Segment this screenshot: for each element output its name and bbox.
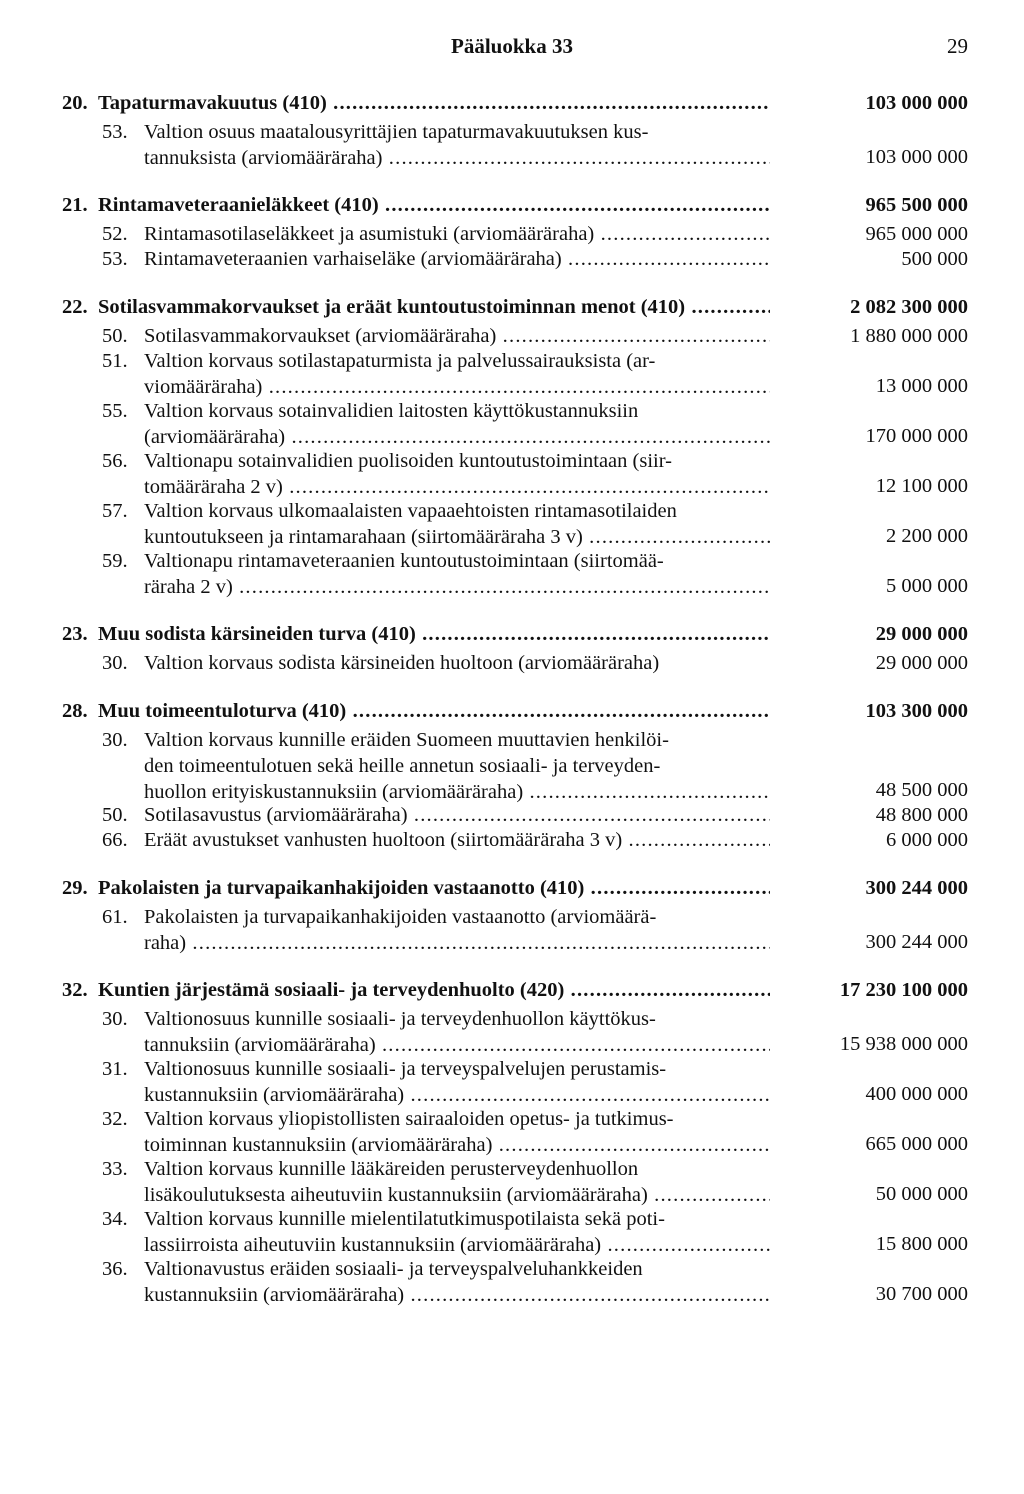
- section-heading: [0, 90, 1024, 115]
- text-line: [144, 802, 770, 828]
- item-description: [144, 727, 770, 805]
- text-line: [144, 904, 770, 930]
- line-item: [0, 448, 1024, 498]
- item-amount: 1 880 000 000: [850, 325, 968, 347]
- text-line-content: den toimeentulotuen sekä heille annetun sosiaali- ja terveyden-: [144, 755, 661, 777]
- text-line-content: räraha 2 v): [144, 576, 233, 598]
- budget-section: [0, 977, 1024, 1306]
- section-amount: 103 300 000: [865, 700, 968, 722]
- text-line: [144, 498, 770, 524]
- text-line: [144, 1182, 770, 1208]
- section-title: [98, 621, 770, 647]
- item-description: [144, 1006, 770, 1058]
- section-amount: 2 082 300 000: [850, 296, 968, 318]
- section-amount: 965 500 000: [865, 194, 968, 216]
- text-line-content: Sotilasavustus (arviomääräraha): [144, 804, 408, 826]
- item-amount: 965 000 000: [865, 223, 968, 245]
- item-amount: 500 000: [901, 248, 968, 270]
- text-line-content: Eräät avustukset vanhusten huoltoon (siirtomääräraha 3 v): [144, 829, 623, 851]
- item-amount: 50 000 000: [875, 1183, 968, 1205]
- budget-section: [0, 90, 1024, 169]
- text-line-content: (arviomääräraha): [144, 426, 286, 448]
- text-line-content: kuntoutukseen ja rintamarahaan (siirtomääräraha 3 v): [144, 526, 583, 548]
- item-number: 30.: [102, 729, 128, 751]
- section-heading: [0, 875, 1024, 900]
- item-number: 30.: [102, 652, 128, 674]
- item-description: [144, 650, 770, 676]
- item-number: 51.: [102, 350, 128, 372]
- text-line: [144, 524, 770, 550]
- item-amount: 300 244 000: [865, 931, 968, 953]
- budget-section: [0, 698, 1024, 852]
- text-line: [144, 1056, 770, 1082]
- item-number: 33.: [102, 1158, 128, 1180]
- text-line: [144, 1106, 770, 1132]
- section-heading: [0, 621, 1024, 646]
- item-number: 32.: [102, 1108, 128, 1130]
- text-line-content: Sotilasvammakorvaukset (arviomääräraha): [144, 325, 497, 347]
- section-title: [98, 875, 770, 901]
- text-line: [144, 1082, 770, 1108]
- text-line-content: lisäkoulutuksesta aiheutuviin kustannuksiin (arviomääräraha): [144, 1184, 648, 1206]
- text-line-content: Valtionosuus kunnille sosiaali- ja terveyspalvelujen perustamis-: [144, 1058, 667, 1080]
- section-heading: [0, 698, 1024, 723]
- text-line-content: Rintamasotilaseläkkeet ja asumistuki (arviomääräraha): [144, 223, 595, 245]
- text-line-content: Valtion korvaus ulkomaalaisten vapaaehtoisten rintamasotilaiden: [144, 500, 677, 522]
- item-description: [144, 246, 770, 272]
- line-item: [0, 1256, 1024, 1306]
- item-amount: 12 100 000: [875, 475, 968, 497]
- item-amount: 15 938 000 000: [839, 1033, 968, 1055]
- text-line-content: Pakolaisten ja turvapaikanhakijoiden vastaanotto (arviomäärä-: [144, 906, 657, 928]
- text-line: [144, 221, 770, 247]
- text-line-content: Valtionosuus kunnille sosiaali- ja terveydenhuollon käyttökus-: [144, 1008, 656, 1030]
- section-title: [98, 90, 770, 116]
- budget-section: [0, 294, 1024, 598]
- section-number: 23.: [62, 623, 88, 645]
- text-line-content: Valtion korvaus sotainvalidien laitosten käyttökustannuksiin: [144, 400, 639, 422]
- line-item: [0, 548, 1024, 598]
- item-number: 50.: [102, 804, 128, 826]
- text-line-content: Valtion korvaus yliopistollisten sairaaloiden opetus- ja tutkimus-: [144, 1108, 674, 1130]
- item-amount: 30 700 000: [875, 1283, 968, 1305]
- item-amount: 6 000 000: [886, 829, 968, 851]
- text-line: [144, 753, 770, 779]
- text-line: [144, 119, 770, 145]
- line-item: [0, 1006, 1024, 1056]
- section-title: [98, 294, 770, 320]
- budget-listing: [0, 90, 1024, 1329]
- item-description: [144, 1106, 770, 1158]
- text-line-content: Valtion korvaus kunnille mielentilatutkimuspotilaista sekä poti-: [144, 1208, 665, 1230]
- budget-section: [0, 621, 1024, 675]
- section-title: [98, 977, 770, 1003]
- text-line-content: raha): [144, 932, 187, 954]
- budget-section: [0, 192, 1024, 271]
- section-heading: [0, 294, 1024, 319]
- item-amount: 2 200 000: [886, 525, 968, 547]
- text-line: [144, 1232, 770, 1258]
- line-item: [0, 246, 1024, 271]
- text-line: [144, 424, 770, 450]
- item-description: [144, 1056, 770, 1108]
- text-line: [144, 398, 770, 424]
- item-description: [144, 827, 770, 853]
- line-item: [0, 1056, 1024, 1106]
- item-description: [144, 548, 770, 600]
- section-amount: 103 000 000: [865, 92, 968, 114]
- item-amount: 48 800 000: [875, 804, 968, 826]
- text-line-content: Kuntien järjestämä sosiaali- ja terveydenhuolto (420): [98, 979, 565, 1001]
- text-line: [144, 650, 770, 676]
- item-amount: 48 500 000: [875, 779, 968, 801]
- text-line-content: huollon erityiskustannuksiin (arviomääräraha): [144, 781, 524, 803]
- line-item: [0, 802, 1024, 827]
- item-amount: 29 000 000: [875, 652, 968, 674]
- item-number: 66.: [102, 829, 128, 851]
- text-line-content: Valtion korvaus kunnille lääkäreiden perusterveydenhuollon: [144, 1158, 639, 1180]
- item-description: [144, 119, 770, 171]
- text-line: [144, 827, 770, 853]
- section-title: [98, 698, 770, 724]
- line-item: [0, 1206, 1024, 1256]
- text-line-content: tannuksista (arviomääräraha): [144, 147, 383, 169]
- text-line-content: Valtionapu rintamaveteraanien kuntoutustoimintaan (siirtomää-: [144, 550, 664, 572]
- item-description: [144, 904, 770, 956]
- text-line-content: Sotilasvammakorvaukset ja eräät kuntoutustoiminnan menot (410): [98, 296, 686, 318]
- section-number: 22.: [62, 296, 88, 318]
- text-line: [144, 574, 770, 600]
- line-item: [0, 348, 1024, 398]
- budget-section: [0, 875, 1024, 954]
- text-line: [98, 698, 770, 724]
- line-item: [0, 119, 1024, 169]
- item-description: [144, 802, 770, 828]
- item-description: [144, 1156, 770, 1208]
- line-item: [0, 727, 1024, 802]
- text-line-content: Muu sodista kärsineiden turva (410): [98, 623, 416, 645]
- section-amount: 300 244 000: [865, 877, 968, 899]
- text-line-content: Rintamaveteraanien varhaiseläke (arviomääräraha): [144, 248, 562, 270]
- text-line-content: Valtion osuus maatalousyrittäjien tapaturmavakuutuksen kus-: [144, 121, 649, 143]
- item-number: 31.: [102, 1058, 128, 1080]
- section-number: 29.: [62, 877, 88, 899]
- item-description: [144, 1256, 770, 1308]
- item-description: [144, 398, 770, 450]
- text-line: [144, 727, 770, 753]
- text-line: [144, 1282, 770, 1308]
- item-number: 36.: [102, 1258, 128, 1280]
- text-line: [144, 246, 770, 272]
- text-line-content: lassiirroista aiheutuviin kustannuksiin (arviomääräraha): [144, 1234, 602, 1256]
- section-title: [98, 192, 770, 218]
- text-line: [144, 1032, 770, 1058]
- item-number: 50.: [102, 325, 128, 347]
- section-heading: [0, 192, 1024, 217]
- item-amount: 103 000 000: [865, 146, 968, 168]
- item-amount: 15 800 000: [875, 1233, 968, 1255]
- text-line: [98, 875, 770, 901]
- text-line: [144, 145, 770, 171]
- text-line: [144, 448, 770, 474]
- text-line-content: Valtionapu sotainvalidien puolisoiden kuntoutustoimintaan (siir-: [144, 450, 672, 472]
- section-amount: 29 000 000: [875, 623, 968, 645]
- text-line: [144, 1132, 770, 1158]
- text-line-content: Valtionavustus eräiden sosiaali- ja terveyspalveluhankkeiden: [144, 1258, 643, 1280]
- text-line: [144, 930, 770, 956]
- line-item: [0, 904, 1024, 954]
- item-number: 56.: [102, 450, 128, 472]
- item-number: 61.: [102, 906, 128, 928]
- section-amount: 17 230 100 000: [839, 979, 968, 1001]
- text-line: [144, 323, 770, 349]
- item-amount: 170 000 000: [865, 425, 968, 447]
- item-number: 53.: [102, 121, 128, 143]
- section-number: 21.: [62, 194, 88, 216]
- item-description: [144, 348, 770, 400]
- section-number: 32.: [62, 979, 88, 1001]
- page-title: Pääluokka 33: [451, 34, 573, 58]
- text-line-content: viomääräraha): [144, 376, 263, 398]
- item-number: 30.: [102, 1008, 128, 1030]
- item-number: 59.: [102, 550, 128, 572]
- text-line: [98, 192, 770, 218]
- text-line-content: Valtion korvaus kunnille eräiden Suomeen muuttavien henkilöi-: [144, 729, 669, 751]
- item-number: 34.: [102, 1208, 128, 1230]
- item-number: 52.: [102, 223, 128, 245]
- text-line: [144, 374, 770, 400]
- item-amount: 5 000 000: [886, 575, 968, 597]
- text-line-content: kustannuksiin (arviomääräraha): [144, 1284, 405, 1306]
- item-amount: 13 000 000: [875, 375, 968, 397]
- text-line: [144, 474, 770, 500]
- text-line: [98, 977, 770, 1003]
- item-description: [144, 498, 770, 550]
- line-item: [0, 323, 1024, 348]
- line-item: [0, 827, 1024, 852]
- text-line-content: toiminnan kustannuksiin (arviomääräraha): [144, 1134, 493, 1156]
- item-number: 57.: [102, 500, 128, 522]
- text-line-content: Valtion korvaus sotilastapaturmista ja palvelussairauksista (ar-: [144, 350, 656, 372]
- text-line: [98, 90, 770, 116]
- item-amount: 665 000 000: [865, 1133, 968, 1155]
- text-line-content: kustannuksiin (arviomääräraha): [144, 1084, 405, 1106]
- text-line-content: Rintamaveteraanieläkkeet (410): [98, 194, 379, 216]
- page-number: 29: [947, 34, 968, 58]
- text-line: [144, 348, 770, 374]
- item-description: [144, 221, 770, 247]
- text-line-content: tannuksiin (arviomääräraha): [144, 1034, 376, 1056]
- text-line: [144, 548, 770, 574]
- section-heading: [0, 977, 1024, 1002]
- text-line-content: Tapaturmavakuutus (410): [98, 92, 327, 114]
- item-description: [144, 323, 770, 349]
- text-line-content: tomääräraha 2 v): [144, 476, 283, 498]
- line-item: [0, 221, 1024, 246]
- text-line: [144, 1256, 770, 1282]
- item-amount: 400 000 000: [865, 1083, 968, 1105]
- text-line: [98, 621, 770, 647]
- section-number: 20.: [62, 92, 88, 114]
- text-line: [98, 294, 770, 320]
- item-number: 55.: [102, 400, 128, 422]
- line-item: [0, 498, 1024, 548]
- text-line: [144, 1206, 770, 1232]
- text-line-content: Valtion korvaus sodista kärsineiden huoltoon (arviomääräraha): [144, 652, 660, 674]
- text-line: [144, 1006, 770, 1032]
- text-line-content: Pakolaisten ja turvapaikanhakijoiden vastaanotto (410): [98, 877, 585, 899]
- line-item: [0, 1156, 1024, 1206]
- section-number: 28.: [62, 700, 88, 722]
- text-line-content: Muu toimeentuloturva (410): [98, 700, 347, 722]
- text-line: [144, 1156, 770, 1182]
- item-description: [144, 448, 770, 500]
- line-item: [0, 1106, 1024, 1156]
- page-header: [0, 34, 1024, 64]
- line-item: [0, 398, 1024, 448]
- item-number: 53.: [102, 248, 128, 270]
- line-item: [0, 650, 1024, 675]
- item-description: [144, 1206, 770, 1258]
